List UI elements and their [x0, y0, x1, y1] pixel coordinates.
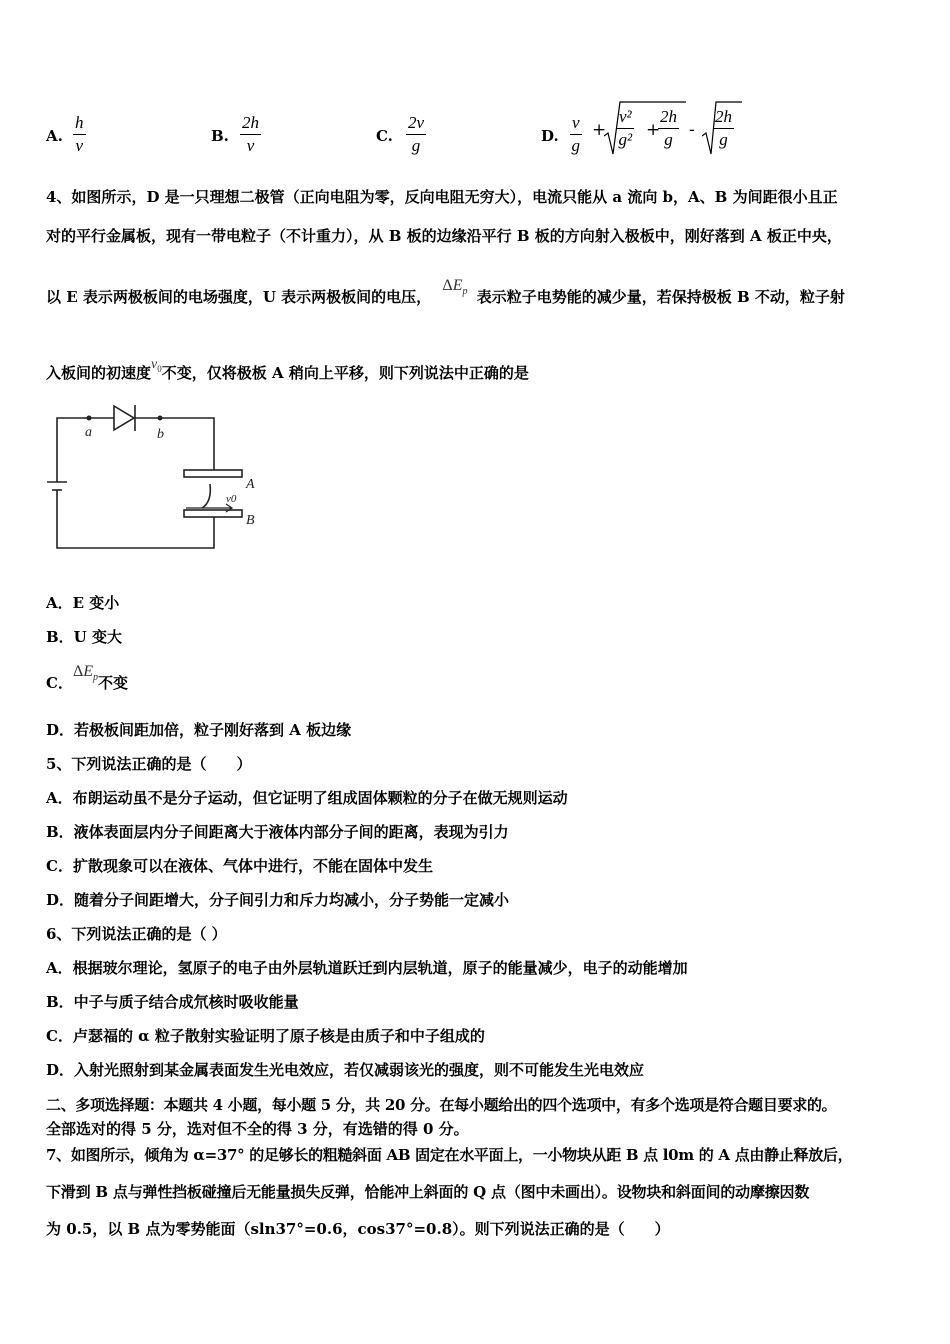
question-7-line-2: 下滑到 B 点与弹性挡板碰撞后无能量损失反弹，恰能冲上斜面的 Q 点（图中未画出）。设物块和斜面间的动摩擦因数 [46, 1183, 810, 1201]
option-d-label: D. [541, 127, 559, 145]
numerator: 2h [713, 107, 734, 129]
delta-ep-symbol: $\Delta E_p$ [72, 663, 99, 684]
question-4-option-a: A．E 变小 [46, 594, 120, 612]
option-a-label: A. [46, 127, 63, 145]
numerator: 2h [240, 113, 261, 135]
question-4-option-c [46, 663, 129, 695]
fraction-v-over-g [570, 113, 582, 156]
numerator: h [73, 113, 86, 135]
wire [57, 498, 214, 548]
plus-sign: + [646, 120, 661, 140]
question-5-option-b: B．液体表面层内分子间距离大于液体内部分子间的距离，表现为引力 [46, 823, 509, 841]
wire [135, 418, 214, 470]
section-2-heading-line-1: 二、多项选择题：本题共 4 小题，每小题 5 分，共 20 分。在每小题给出的四个选项中，有多个选项是符合题目要求的。 [46, 1096, 837, 1114]
question-5-stem: 5、下列说法正确的是（ ） [46, 755, 252, 773]
fraction-2v-over-g [406, 113, 426, 156]
plus-sign: + [592, 120, 607, 140]
question-4-option-b: B．U 变大 [46, 628, 122, 646]
v0-symbol: $v_0$ [151, 357, 162, 374]
diode-icon [114, 406, 134, 430]
label-v0: v0 [226, 493, 237, 505]
fraction-2h-over-v [240, 113, 261, 156]
question-6-option-d: D．入射光照射到某金属表面发生光电效应，若仅减弱该光的强度，则不可能发生光电效应 [46, 1061, 645, 1079]
question-6-option-a: A．根据玻尔理论，氢原子的电子由外层轨道跃迁到内层轨道，原子的能量减少，电子的动能增加 [46, 959, 688, 977]
minus-sign: - [689, 120, 695, 140]
question-6-option-c: C．卢瑟福的 α 粒子散射实验证明了原子核是由质子和中子组成的 [46, 1027, 485, 1045]
denominator: g [411, 136, 421, 155]
label-b: b [157, 427, 164, 442]
circuit-diagram [44, 398, 274, 558]
question-6-stem: 6、下列说法正确的是（ ） [46, 925, 227, 943]
question-4-line-4 [46, 357, 529, 384]
numerator: 2h [658, 107, 679, 129]
option-label: C． [46, 674, 73, 692]
denominator: v [75, 136, 84, 155]
question-4-line-1: 4、如图所示，D 是一只理想二极管（正向电阻为零，反向电阻无穷大），电流只能从 a 流向 b，A、B 为间距很小且正 [46, 188, 838, 206]
delta-ep-symbol: $\Delta E_p$ [442, 277, 468, 298]
plate-b [184, 510, 242, 517]
question-5-option-a: A．布朗运动虽不是分子运动，但它证明了组成固体颗粒的分子在做无规则运动 [46, 789, 568, 807]
section-2-heading-line-2: 全部选对的得 5 分，选对但不全的得 3 分，有选错的得 0 分。 [46, 1120, 469, 1138]
label-plate-b: B [246, 513, 255, 528]
question-6-option-b: B．中子与质子结合成氘核时吸收能量 [46, 993, 299, 1011]
numerator: v [570, 113, 582, 135]
denominator: g [664, 130, 673, 149]
denominator: v [246, 136, 255, 155]
fraction-v2-over-g2 [617, 107, 634, 150]
denominator: g [571, 136, 581, 155]
option-b-label: B. [211, 127, 229, 145]
question-4-line-2: 对的平行金属板，现有一带电粒子（不计重力），从 B 板的边缘沿平行 B 板的方向射入极板中，刚好落到 A 板正中央， [46, 227, 842, 245]
question-4-line-3 [46, 277, 845, 309]
label-plate-a: A [246, 477, 255, 492]
option-text: 不变 [98, 674, 129, 692]
fraction-2h-over-g [658, 107, 679, 150]
line-text: 表示粒子电势能的减少量，若保持极板 B 不动，粒子射 [476, 288, 845, 306]
denominator: g² [618, 130, 633, 149]
numerator: 2v [406, 113, 426, 135]
option-c-label: C. [376, 127, 393, 145]
numerator: v² [617, 107, 634, 129]
line-text: 以 E 表示两极板间的电场强度，U 表示两极板间的电压， [46, 288, 432, 306]
line-text: 入板间的初速度 [46, 364, 152, 382]
line-text: 不变，仅将极板 A 稍向上平移，则下列说法中正确的是 [161, 364, 529, 382]
question-7-line-1: 7、如图所示，倾角为 α=37° 的足够长的粗糙斜面 AB 固定在水平面上，一小物块从距 B 点 l0m 的 A 点由静止释放后， [46, 1146, 853, 1164]
particle-trajectory [202, 484, 210, 508]
node-a-dot [87, 416, 92, 421]
denominator: g [719, 130, 728, 149]
fraction-h-over-v [73, 113, 86, 156]
node-b-dot [158, 416, 163, 421]
question-5-option-c: C．扩散现象可以在液体、气体中进行，不能在固体中发生 [46, 857, 433, 875]
plate-a [184, 470, 242, 477]
question-5-option-d: D．随着分子间距增大，分子间引力和斥力均减小，分子势能一定减小 [46, 891, 510, 909]
question-7-line-3: 为 0.5，以 B 点为零势能面（sln37°=0.6，cos37°=0.8）。则下列说法正确的是（ ） [46, 1220, 670, 1238]
fraction-2h-over-g [713, 107, 734, 150]
question-4-option-d: D．若极板间距加倍，粒子刚好落到 A 板边缘 [46, 721, 352, 739]
label-a: a [85, 425, 92, 440]
